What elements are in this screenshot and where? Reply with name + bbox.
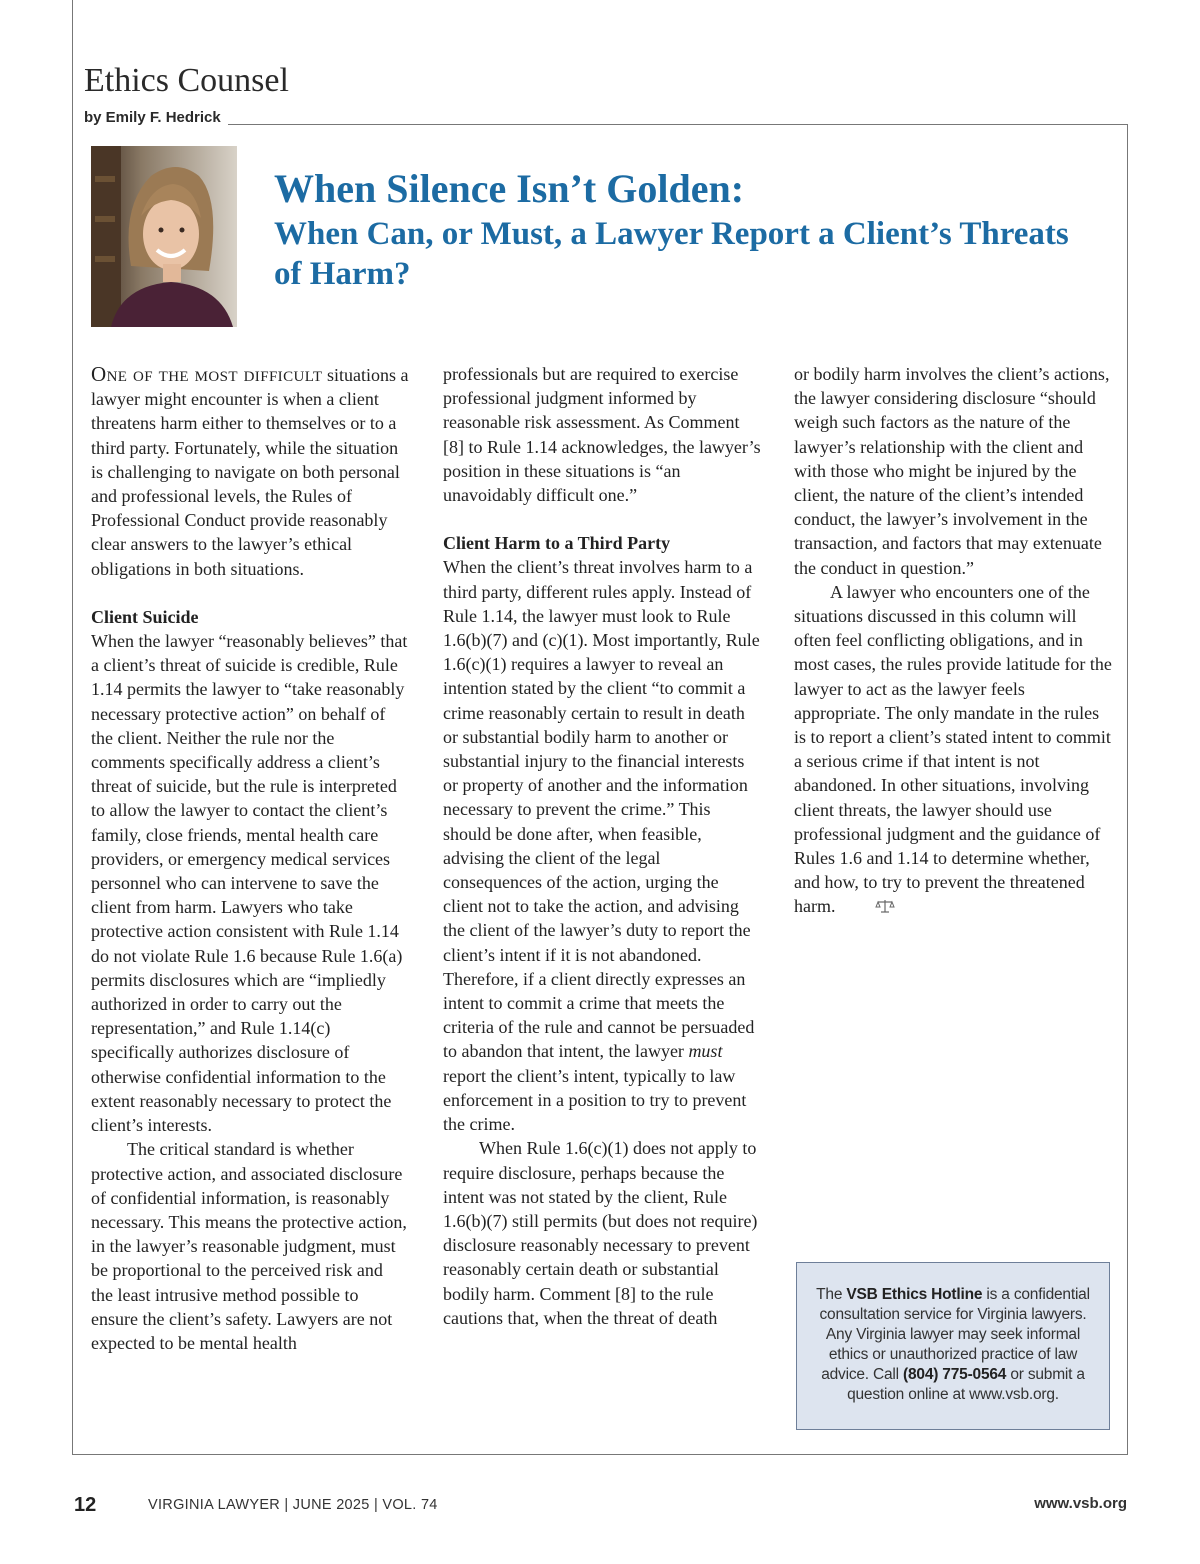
section2-text-a: When the client’s threat involves harm to a third party, different rules apply. Instead of Rule 1.14, the lawyer must look to Rule 1.6(b)(7) and (c)(1). Most importantly, Rule 1.6(c)(1) requires a lawyer to reveal an intention stated by the client “to commit a crime reasonably certain to result in death or substantial bodily harm to another or substantial injury to the financial interests or property of another and the information necessary to prevent the crime.” This should be done after, when feasible, advising the client of the legal consequences of the action, urging the client not to take the action, and advising the client of the lawyer’s duty to report the client’s intent if it is not abandoned. Therefore, if a client directly expresses an intent to commit a crime that meets the criteria of the rule and cannot be persuaded to abandon that intent, the lawyer xyxy=(443,557,760,1062)
hotline-name: VSB Ethics Hotline xyxy=(846,1286,983,1303)
footer-url-link[interactable]: www.vsb.org xyxy=(1034,1495,1127,1512)
hotline-text-1: is a confidential consultation service for Virginia lawyers. Any Virginia lawyer may seek informal ethics or unauthorized practice of law advice. Call xyxy=(819,1286,1090,1383)
intro-lead-in: One of the most difficult xyxy=(91,362,323,386)
byline: by Emily F. Hedrick xyxy=(84,109,221,126)
section2-paragraph-2: When Rule 1.6(c)(1) does not apply to require disclosure, perhaps because the intent was not stated by the client, Rule 1.6(b)(7) still permits (but does not require) disclosure reasonably necessary to prevent reasonably certain death or substantial bodily harm. Comment [8] to the rule cautions that, when the threat of death xyxy=(443,1138,758,1328)
ethics-hotline-box xyxy=(796,1262,1110,1430)
article-column-2 xyxy=(443,362,761,1330)
section1-paragraph-2: The critical standard is whether protective action, and associated disclosure of confidential information, is reasonably necessary. This means the protective action, in the lawyer’s reasonable judgment, must be proportional to the perceived risk and the least intrusive method possible to ensure the client’s safety. Lawyers are not expected to be mental health xyxy=(91,1139,407,1353)
intro-text: situations a lawyer might encounter is when a client threatens harm either to themselves or to a third party. Fortunately, while the situation is challenging to navigate on both personal and professional levels, the Rules of Professional Conduct provide reasonably clear answers to the lawyer’s ethical obligations in both situations. xyxy=(91,365,409,579)
hotline-prefix: The xyxy=(816,1286,847,1303)
section1-paragraph-1: When the lawyer “reasonably believes” that a client’s threat of suicide is credible, Rule 1.14 permits the lawyer to “take reasonably necessary protective action” on behalf of the client. Neither the rule nor the comments specifically address a client’s threat of suicide, but the rule is interpreted to allow the lawyer to contact the client’s family, close friends, mental health care providers, or emergency medical services personnel who can intervene to save the client from harm. Lawyers who take protective action consistent with Rule 1.14 do not violate Rule 1.6 because Rule 1.6(a) permits disclosures which are “impliedly authorized in order to carry out the representation,” and Rule 1.14(c) specifically authorizes disclosure of otherwise confidential information to the extent reasonably necessary to protect the client’s interests. xyxy=(91,631,408,1136)
hotline-text-2: or submit a question online at www.vsb.org. xyxy=(847,1366,1085,1403)
closing-paragraph xyxy=(794,580,1112,921)
section2-paragraph-2-continued: or bodily harm involves the client’s actions, the lawyer considering disclosure “should weigh such factors as the nature of the lawyer’s relationship with the client and with those who might be injured by the client, the nature of the client’s intended conduct, the lawyer’s involvement in the transaction, and factors that may extenuate the conduct in question.” xyxy=(794,364,1110,578)
article-headline xyxy=(274,166,1104,294)
hotline-phone[interactable]: (804) 775-0564 xyxy=(903,1366,1007,1383)
section-heading-client-suicide: Client Suicide xyxy=(91,606,199,627)
frame-bottom-rule xyxy=(72,1454,1128,1455)
column-name: Ethics Counsel xyxy=(84,62,289,99)
closing-text: A lawyer who encounters one of the situations discussed in this column will often feel conflicting obligations, and in most cases, the rules provide latitude for the lawyer to act as the lawyer feels appropriate. The only mandate in the rules is to report a client’s stated intent to commit a serious crime if that intent is not abandoned. In other situations, involving client threats, the lawyer should use professional judgment and the guidance of Rules 1.6 and 1.14 to determine whether, and how, to try to prevent the threatened harm. xyxy=(794,581,1112,917)
page-left-rule xyxy=(72,0,73,1455)
author-photo xyxy=(91,146,237,327)
frame-top-rule xyxy=(228,124,1128,125)
article-column-1 xyxy=(91,362,409,1355)
section1-paragraph-2-continued: professionals but are required to exercise professional judgment informed by reasonable risk assessment. As Comment [8] to Rule 1.14 acknowledges, the lawyer’s position in these situations is “an unavoidably difficult one.” xyxy=(443,364,761,506)
section2-text-b: report the client’s intent, typically to law enforcement in a position to try to prevent the crime. xyxy=(443,1065,747,1135)
article-column-3 xyxy=(794,362,1112,920)
section-heading-third-party: Client Harm to a Third Party xyxy=(443,533,671,554)
page-number: 12 xyxy=(74,1494,97,1516)
publication-info: VIRGINIA LAWYER | JUNE 2025 | VOL. 74 xyxy=(148,1497,438,1513)
frame-right-rule xyxy=(1127,124,1128,1455)
scales-of-justice-icon xyxy=(839,896,895,920)
section2-paragraph-1 xyxy=(443,555,761,1136)
section2-emphasis: must xyxy=(688,1041,723,1062)
headline-subtitle: When Can, or Must, a Lawyer Report a Client’s Threats of Harm? xyxy=(274,216,1069,292)
headline-title: When Silence Isn’t Golden: xyxy=(274,166,745,211)
intro-paragraph xyxy=(91,362,409,581)
